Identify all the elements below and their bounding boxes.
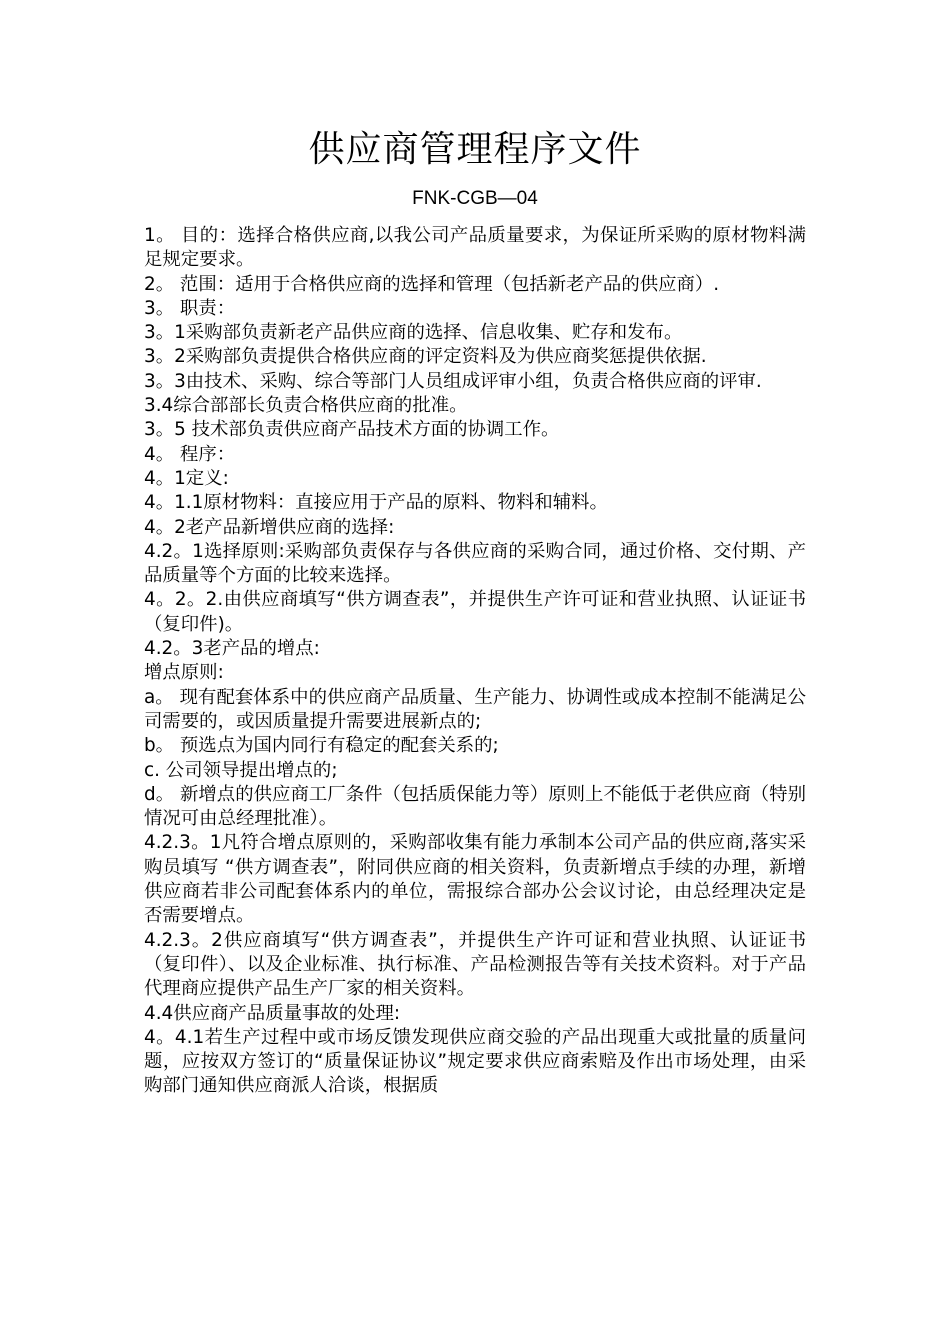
section-2-scope: 2。 范围：适用于合格供应商的选择和管理（包括新老产品的供应商）. xyxy=(144,273,720,295)
section-3-4: 3.4综合部部长负责合格供应商的批准。 xyxy=(144,395,468,417)
section-4-1: 4。1定义: xyxy=(144,467,229,489)
section-4-4: 4.4供应商产品质量事故的处理: xyxy=(144,1002,401,1024)
document-title: 供应商管理程序文件 xyxy=(308,129,642,170)
section-4-2-3-1: 4.2.3。1凡符合增点原则的，采购部收集有能力承制本公司产品的供应商,落实采购员填写 “供方调查表”，附同供应商的相关资料，负责新增点手续的办理，新增供应商若非公司配套体系内的单位，需报综合部办公会议讨论，由总经理决定是否需要增点。 xyxy=(144,832,806,927)
section-4-2-3-2: 4.2.3。2供应商填写“供方调查表”，并提供生产许可证和营业执照、认证证书（复印件）、以及企业标准、执行标准、产品检测报告等有关技术资料。对于产品代理商应提供产品生产厂家的相关资料。 xyxy=(144,929,806,1000)
section-4-2-1: 4.2。1选择原则:采购部负责保存与各供应商的采购合同，通过价格、交付期、产品质量等个方面的比较来选择。 xyxy=(144,540,806,587)
principle-c: c. 公司领导提出增点的; xyxy=(144,759,338,781)
section-3-5: 3。5 技术部负责供应商产品技术方面的协调工作。 xyxy=(144,419,560,441)
section-3-2: 3。2采购部负责提供合格供应商的评定资料及为供应商奖惩提供依据. xyxy=(144,346,707,368)
principle-a: a。 现有配套体系中的供应商产品质量、生产能力、协调性或成本控制不能满足公司需要的，或因质量提升需要进展新点的; xyxy=(144,686,806,732)
section-4-2-2: 4。2。2.由供应商填写“供方调查表”，并提供生产许可证和营业执照、认证证书（复印件)。 xyxy=(144,589,806,635)
section-4-heading: 4。 程序： xyxy=(144,443,236,465)
section-3-1: 3。1采购部负责新老产品供应商的选择、信息收集、贮存和发布。 xyxy=(144,322,683,344)
section-3-3: 3。3由技术、采购、综合等部门人员组成评审小组，负责合格供应商的评审. xyxy=(144,370,762,392)
principle-b: b。 预选点为国内同行有稳定的配套关系的; xyxy=(144,735,499,757)
section-4-2: 4。2老产品新增供应商的选择: xyxy=(144,516,395,538)
section-4-1-1: 4。1.1原材物料：直接应用于产品的原料、物料和辅料。 xyxy=(144,492,608,514)
document-code: FNK-CGB—04 xyxy=(412,188,538,209)
section-1-purpose: 1。 目的：选择合格供应商,以我公司产品质量要求，为保证所采购的原材物料满足规定要求。 xyxy=(144,225,806,271)
document-body xyxy=(144,224,806,1099)
section-3-heading: 3。 职责： xyxy=(144,297,236,319)
section-4-2-3: 4.2。3老产品的增点: xyxy=(144,638,320,660)
principle-d: d。 新增点的供应商工厂条件（包括质保能力等）原则上不能低于老供应商（特别情况可由总经理批准）。 xyxy=(144,783,806,830)
section-4-4-1: 4。4.1若生产过程中或市场反馈发现供应商交验的产品出现重大或批量的质量问题，应按双方签订的“质量保证协议”规定要求供应商索赔及作出市场处理，由采购部门通知供应商派人洽谈，根据质 xyxy=(144,1026,806,1097)
addition-principles-heading: 增点原则: xyxy=(144,662,224,684)
